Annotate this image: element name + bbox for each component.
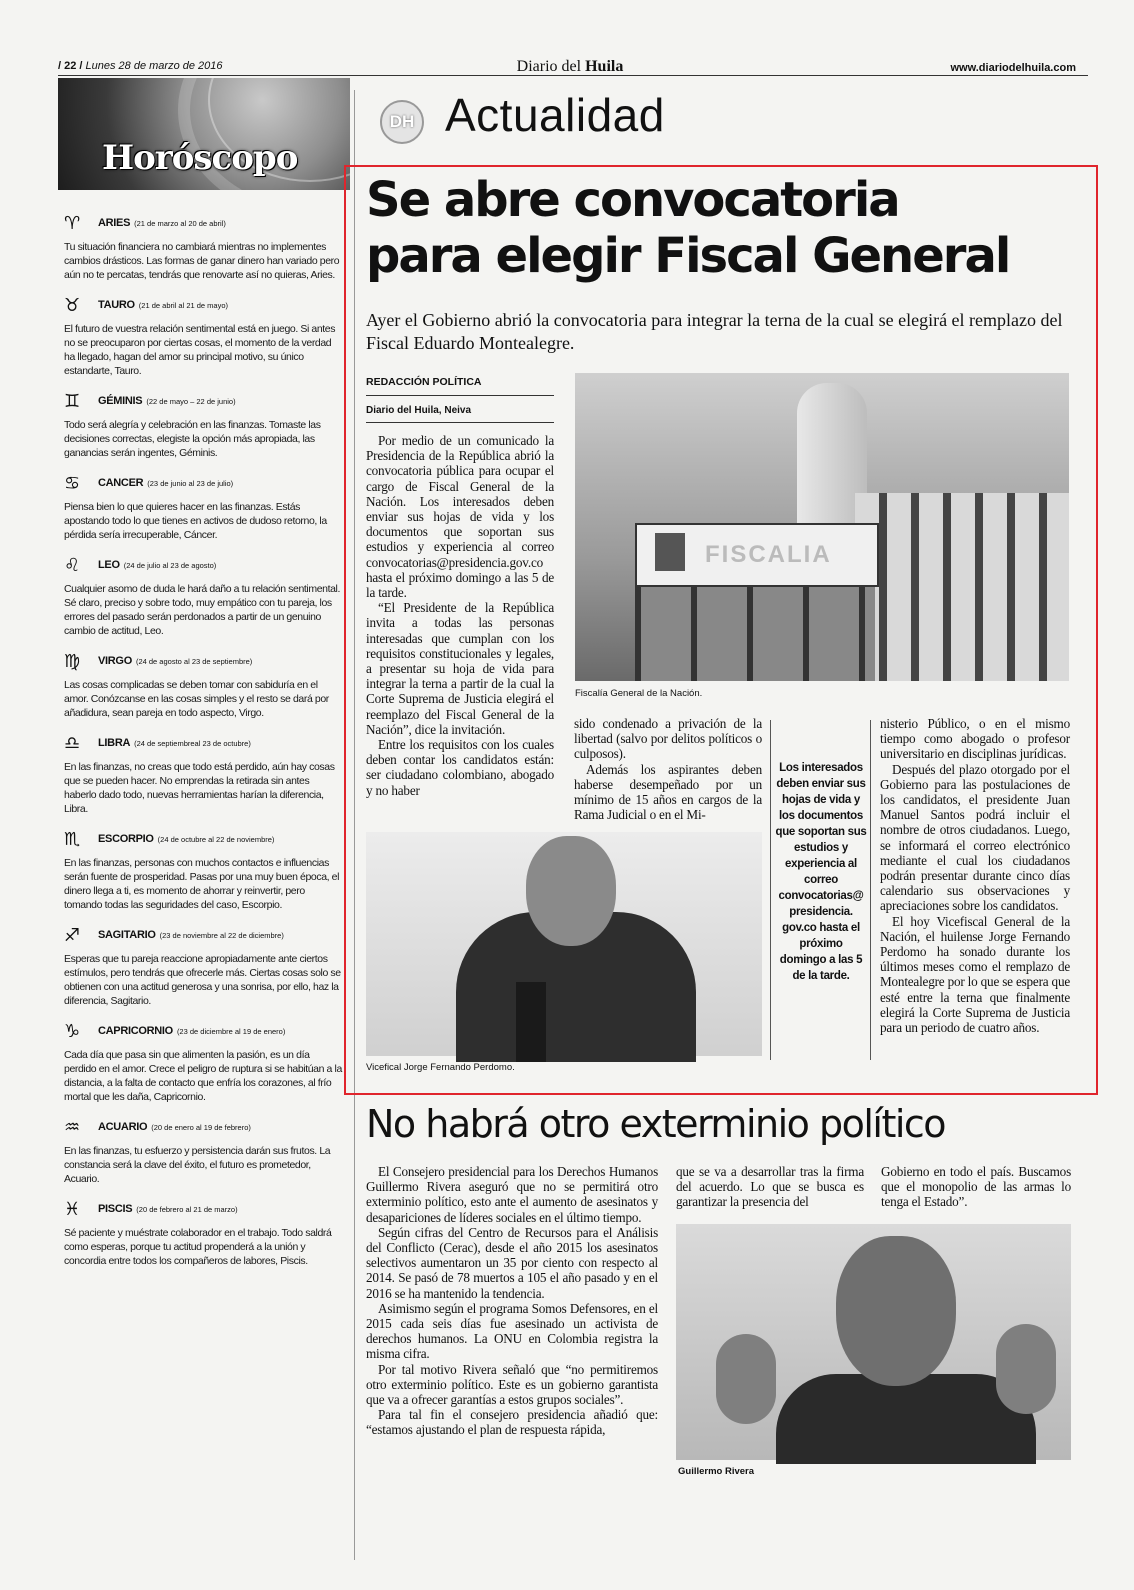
sign-name: CAPRICORNIO (98, 1025, 173, 1037)
zodiac-symbol-icon: ♍ (64, 650, 81, 672)
sign-dates: (24 de octubre al 22 de noviembre) (157, 834, 275, 844)
sign-text: Todo será alegría y celebración en las finanzas. Tomaste las decisiones correctas, elegiste la opción más apropiada, las ganancias serán ingentes, Géminis. (64, 419, 321, 459)
zodiac-symbol-icon: ♓ (64, 1198, 81, 1220)
sign-name: LEO (98, 559, 120, 571)
article1-paragraph: “El Presidente de la República invita a todas las personas interesadas que cumplan con los requisitos constitucionales y legales, a presentar su hoja de vida para integrar la terna a partir de la cual la Corte Suprema de Justicia elegirá el reemplazo del Fiscal General de la Nación”, dice la invitación. (366, 600, 554, 737)
sign-name: ESCORPIO (98, 833, 154, 845)
horoscope-sign-escorpio (64, 828, 344, 912)
article2-paragraph: Por tal motivo Rivera señaló que “no permitiremos otro exterminio político. Este es un gobierno garantista que va a ofrecer garantías a estos grupos sociales”. (366, 1361, 658, 1408)
article1-paragraph: nisterio Público, o en el mismo tiempo como abogado o profesor universitario en disciplinas jurídicas. (880, 716, 1070, 762)
sign-text: Las cosas complicadas se deben tomar con sabiduría en el amor. Conózcanse en las cosas simples y el resto se dará por añadidura, sean pareja en todo aspecto, Virgo. (64, 679, 329, 719)
sign-header (64, 294, 344, 316)
horoscope-sign-sagitario (64, 924, 344, 1008)
photo-head-shape (836, 1236, 956, 1386)
issue-date: Lunes 28 de marzo de 2016 (85, 60, 223, 72)
zodiac-symbol-icon: ♈ (64, 212, 81, 234)
sign-dates: (20 de febrero al 21 de marzo) (136, 1204, 238, 1214)
horoscope-list (64, 212, 344, 1280)
sign-header (64, 1020, 344, 1042)
zodiac-symbol-icon: ♒ (64, 1116, 81, 1138)
sign-text: Cualquier asomo de duda le hará daño a tu relación sentimental. Sé claro, preciso y sobre todo, muy empático con tu pareja, los errores del pasado serán perdonados a partir de un genuino cambio de actitud, Leo. (64, 583, 340, 637)
horoscope-sign-virgo (64, 650, 344, 720)
article1-headline (366, 172, 1086, 284)
fiscalia-photo-caption: Fiscalía General de la Nación. (575, 688, 703, 699)
sign-text: Tu situación financiera no cambiará mientras no implementes cambios drásticos. Las formas de ganar dinero han variado pero aún no te percatas, tendrás que renovarte así no quieras, Aries. (64, 241, 340, 281)
horoscope-title: Horóscopo (102, 138, 298, 178)
sign-dates: (24 de julio al 23 de agosto) (123, 560, 217, 570)
sign-header (64, 1116, 344, 1138)
zodiac-symbol-icon: ♌ (64, 554, 81, 576)
photo-hand-right-shape (996, 1324, 1056, 1414)
horoscope-sign-aries (64, 212, 344, 282)
photo-entrance-shape (635, 583, 875, 681)
article1-paragraph: Después del plazo otorgado por el Gobierno para las postulaciones de los candidatos, el presidente Juan Manuel Santos podrá incluir el nombre de otros ciudadanos. Luego, se informará el correo electrónico mediante el cual los ciudadanos podrán presentar durante cinco días calendario sus observaciones y apreciaciones sobre los candidatos. (880, 761, 1070, 914)
sign-header (64, 732, 344, 754)
horoscope-sign-acuario (64, 1116, 344, 1186)
article1-column-1 (366, 433, 554, 798)
fiscalia-logo-icon (655, 533, 685, 571)
pullquote-rule-right (870, 720, 871, 1060)
article1-lead: Ayer el Gobierno abrió la convocatoria para integrar la terna de la cual se elegirá el remplazo del Fiscal Eduardo Montealegre. (366, 310, 1063, 353)
sign-header (64, 554, 344, 576)
horoscope-banner (58, 78, 350, 190)
sign-name: CANCER (98, 477, 144, 489)
article1-paragraph: El hoy Vicefiscal General de la Nación, el huilense Jorge Fernando Perdomo ha sonado durante los últimos meses como el remplazo de Montealegre por lo que se espera que esté entre la terna que finalmente elegirá la Corte Suprema de Justicia para un periodo de cuatro años. (880, 913, 1070, 1036)
paper-name-bold: Huila (585, 58, 624, 75)
zodiac-symbol-icon: ♑ (64, 1020, 81, 1042)
sign-header (64, 650, 344, 672)
dateline-rule (366, 422, 554, 423)
sign-text: En las finanzas, personas con muchos contactos e influencias serán fuente de prosperidad. Pasas por una muy buen época, el dinero llega a ti, es momento de ahorrar y reinvertir, pero tomando todas las seguridades del caso, Escorpio. (64, 857, 340, 911)
article2-paragraph: Para tal fin el consejero presidencia añadió que: “estamos ajustando el plan de respuesta rápida, (366, 1407, 658, 1438)
zodiac-symbol-icon: ♏ (64, 828, 81, 850)
sign-dates: (23 de diciembre al 19 de enero) (176, 1026, 286, 1036)
zodiac-symbol-icon: ♉ (64, 294, 81, 316)
sign-header (64, 390, 344, 412)
sign-dates: (24 de agosto al 23 de septiembre) (135, 656, 253, 666)
sign-text: El futuro de vuestra relación sentimental está en juego. Si antes no se preocuparon por ciertas cosas, el momento de la verdad ha llegado, hagan del amor su principal motivo, su único estandarte, Tauro. (64, 323, 336, 377)
horoscope-sign-tauro (64, 294, 344, 378)
sign-name: LIBRA (98, 737, 131, 749)
microphone-icon (516, 982, 546, 1062)
sign-name: VIRGO (98, 655, 132, 667)
horoscope-sign-géminis (64, 390, 344, 460)
byline-rule (366, 395, 554, 396)
photo-sign-text: FISCALIA (705, 541, 832, 568)
sign-header (64, 1198, 344, 1220)
article1-dateline: Diario del Huila, Neiva (366, 405, 472, 416)
section-title: Actualidad (445, 89, 665, 141)
sign-dates: (22 de mayo – 22 de junio) (146, 396, 236, 406)
sign-header (64, 828, 344, 850)
article2-headline: No habrá otro exterminio político (366, 1102, 946, 1146)
article2-paragraph: Asimismo según el programa Somos Defensores, en el 2015 cada seis días fue asesinado un activista de derechos humanos. La ONU en Colombia registra la misma cifra. (366, 1300, 658, 1362)
sign-name: PISCIS (98, 1203, 133, 1215)
sign-header (64, 212, 344, 234)
horoscope-sign-capricornio (64, 1020, 344, 1104)
horoscope-sign-cancer (64, 472, 344, 542)
article1-paragraph: sido condenado a privación de la libertad (salvo por delitos políticos o culposos). (574, 716, 762, 762)
article2-paragraph: El Consejero presidencial para los Derechos Humanos Guillermo Rivera aseguró que no se permitirá otro exterminio político, esto ante el aumento de asesinatos y desapariciones de líderes sociales en el último tiempo. (366, 1164, 658, 1225)
article1-paragraph: Por medio de un comunicado la Presidencia de la República abrió la convocatoria pública para ocupar el cargo de Fiscal General de la Nación. Los interesados deben enviar sus hojas de vida y los documentos que soportan sus estudios y experiencia al correo convocatorias@presidencia.gov.co hasta el próximo domingo a las 5 de la tarde. (366, 433, 554, 601)
sign-dates: (24 de septiembreal 23 de octubre) (134, 738, 251, 748)
sign-text: Piensa bien lo que quieres hacer en las finanzas. Estás apostando todo lo que tienes en activos de dudoso retorno, la pérdida sería irrecuperable, Cáncer. (64, 501, 327, 541)
sign-name: GÉMINIS (98, 395, 143, 407)
sign-name: ACUARIO (98, 1121, 148, 1133)
dh-logo: DH (380, 100, 424, 144)
sign-dates: (21 de marzo al 20 de abril) (134, 218, 226, 228)
sign-name: SAGITARIO (98, 929, 156, 941)
sign-dates: (23 de junio al 23 de julio) (147, 478, 234, 488)
sign-name: TAURO (98, 299, 135, 311)
sign-dates: (21 de abril al 21 de mayo) (138, 300, 229, 310)
rivera-photo (676, 1224, 1071, 1460)
article1-pullquote: Los interesados deben enviar sus hojas de vida y los documentos que soportan sus estudios y experiencia al correo convocatorias@ presidencia. gov.co hasta el próximo domingo a las 5 de la tarde. (775, 762, 867, 982)
sign-text: Cada día que pasa sin que alimenten la pasión, es un día perdido en el amor. Crece el peligro de ruptura si se habitúan a la distancia, a la falta de contacto que enfría los corazones, al frío mortal que les daña, Capricornio. (64, 1049, 342, 1103)
article2-column-2 (676, 1164, 864, 1210)
sign-text: En las finanzas, no creas que todo está perdido, aún hay cosas que se pueden hacer. No emprendas la retirada sin antes haberlo dado todo, nuevas herramientas harían la diferencia, Libra. (64, 761, 335, 815)
photo-building-shape (855, 493, 1069, 681)
article1-headline-line2: para elegir Fiscal General (366, 228, 1010, 284)
article2-paragraph: que se va a desarrollar tras la firma del acuerdo. Lo que se busca es garantizar la presencia del (676, 1164, 864, 1210)
sign-name: ARIES (98, 217, 131, 229)
perdomo-photo-caption: Vicefical Jorge Fernando Perdomo. (366, 1062, 515, 1073)
paper-name-light: Diario del (516, 58, 586, 75)
pullquote-rule-left (770, 720, 771, 1060)
photo-hand-left-shape (716, 1334, 776, 1424)
sign-text: Esperas que tu pareja reaccione apropiadamente ante ciertos estímulos, pero tendrás que ofrecerle más. Ciertas cosas solo se obtienen con una actitud generosa y una sonrisa, por ello, haz la diferencia, Sagitario. (64, 953, 341, 1007)
article1-paragraph: Entre los requisitos con los cuales deben contar los candidatos están: ser ciudadano colombiano, abogado y no haber (366, 737, 554, 798)
fiscalia-building-photo (575, 373, 1069, 681)
article1-byline: REDACCIÓN POLÍTICA (366, 376, 482, 388)
article2-column-1 (366, 1164, 658, 1438)
zodiac-symbol-icon: ♎ (64, 732, 81, 754)
sign-text: Sé paciente y muéstrate colaborador en el trabajo. Todo saldrá como esperas, porque tu actitud propenderá a la unión y concordia entre todos los compañeros de labores, Piscis. (64, 1227, 332, 1267)
article2-column-3 (881, 1164, 1071, 1210)
horoscope-sign-leo (64, 554, 344, 638)
header-rule (58, 75, 1088, 76)
sign-text: En las finanzas, tu esfuerzo y persistencia darán sus frutos. La constancia será la clave del éxito, el futuro es prometedor, Acuario. (64, 1145, 331, 1185)
zodiac-symbol-icon: ♋ (64, 472, 81, 494)
website-url: www.diariodelhuila.com (950, 62, 1076, 74)
article2-paragraph: Según cifras del Centro de Recursos para el Análisis del Conflicto (Cerac), desde el año 2015 los asesinatos selectivos aumentaron un 35 por ciento con respecto al 2014. Se pasó de 78 muertos a 105 el año pasado y en el 2016 se ha mantenido la tendencia. (366, 1224, 658, 1301)
article1-column-3 (880, 716, 1070, 1035)
zodiac-symbol-icon: ♐ (64, 924, 81, 946)
page-number: / 22 / (58, 60, 83, 72)
horoscope-sign-libra (64, 732, 344, 816)
article1-paragraph: Además los aspirantes deben haberse desempeñado por un mínimo de 15 años en cargos de la Rama Judicial o en el Mi- (574, 761, 762, 823)
sign-dates: (23 de noviembre al 22 de diciembre) (159, 930, 284, 940)
article1-headline-line1: Se abre convocatoria (366, 172, 899, 228)
sign-header (64, 924, 344, 946)
page-header-left (58, 60, 223, 72)
zodiac-symbol-icon: ♊ (64, 390, 81, 412)
rivera-photo-caption: Guillermo Rivera (678, 1466, 755, 1477)
article1-column-2 (574, 716, 762, 822)
horoscope-sign-piscis (64, 1198, 344, 1268)
perdomo-photo (366, 832, 762, 1056)
sign-dates: (20 de enero al 19 de febrero) (151, 1122, 251, 1132)
article2-paragraph: Gobierno en todo el país. Buscamos que el monopolio de las armas lo tenga el Estado”. (881, 1164, 1071, 1210)
photo-head-shape (526, 836, 616, 946)
paper-name (470, 58, 670, 76)
sign-header (64, 472, 344, 494)
